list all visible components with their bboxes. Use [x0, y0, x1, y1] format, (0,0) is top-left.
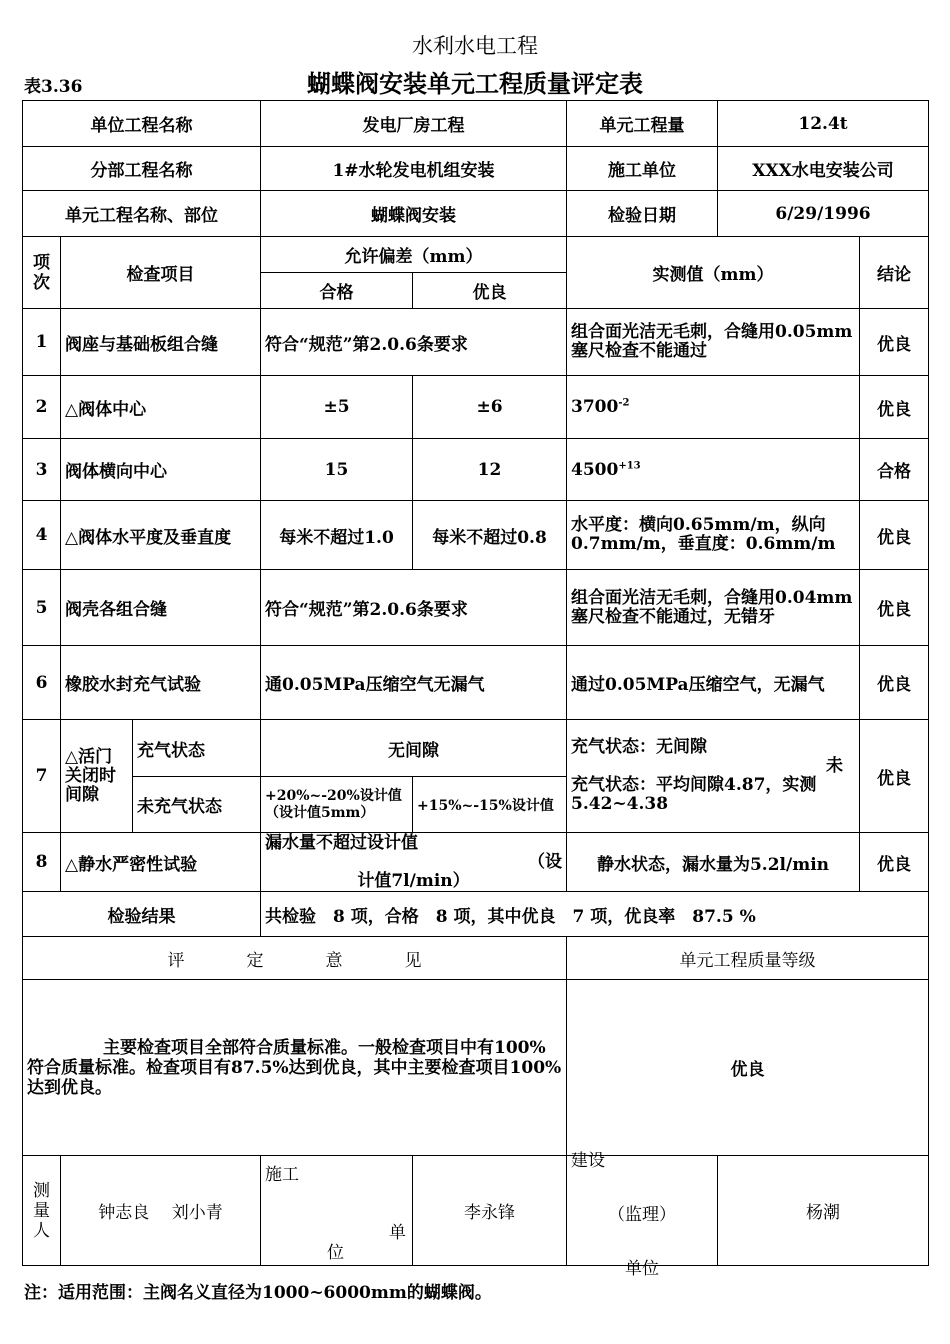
branch-project-value: 1#水轮发电机组安装: [261, 147, 567, 191]
footnote: 注：适用范围：主阀名义直径为1000~6000mm的蝴蝶阀。: [24, 1283, 492, 1303]
evaluation-row: [23, 980, 929, 1156]
row-result: 合格: [860, 439, 929, 501]
info-row-3: [23, 191, 929, 237]
supervisor-label-1: 建设: [571, 1151, 605, 1171]
row-no: 1: [23, 309, 61, 376]
row-good: 每米不超过0.8: [413, 501, 567, 570]
row-measured: 水平度：横向0.65mm/m，纵向0.7mm/m，垂直度：0.6mm/m: [567, 501, 860, 570]
row-measured: [567, 439, 860, 501]
surveyor-names: 钟志良 刘小青: [61, 1156, 261, 1266]
row-no: 8: [23, 833, 61, 892]
row-measured: [567, 376, 860, 439]
construction-label-2: 单: [389, 1223, 406, 1243]
row-measured: 静水状态，漏水量为5.2l/min: [567, 833, 860, 892]
conclusion-header: 结论: [860, 237, 929, 309]
table-row: [23, 501, 929, 570]
unit-project-value: 发电厂房工程: [261, 101, 567, 147]
row-measured: 组合面光洁无毛刺，合缝用0.04mm塞尺检查不能通过，无错牙: [567, 570, 860, 646]
row-result: 优良: [860, 501, 929, 570]
row-no: 2: [23, 376, 61, 439]
row-result: 优良: [860, 309, 929, 376]
standard-line-2: （设: [528, 851, 562, 872]
construction-unit-sign-label: [261, 1156, 413, 1266]
construction-label-1: 施工: [265, 1165, 299, 1185]
row-item: △阀体中心: [61, 376, 261, 439]
measured-header: 实测值（mm）: [567, 237, 860, 309]
summary-text: 共检验 8 项，合格 8 项，其中优良 7 项，优良率 87.5 %: [261, 892, 929, 937]
table-row: [23, 833, 929, 892]
opinion-label: 评定意见: [23, 937, 567, 980]
table-row: [23, 309, 929, 376]
row-pass: ±5: [261, 376, 413, 439]
row-result: 优良: [860, 376, 929, 439]
measured-base: 3700: [571, 397, 619, 417]
grade-value: 优良: [567, 980, 929, 1156]
row-standard: 符合“规范”第2.0.6条要求: [261, 570, 567, 646]
row-item: 阀壳各组合缝: [61, 570, 261, 646]
inspection-date-value: 6/29/1996: [718, 191, 929, 237]
row-no: 6: [23, 646, 61, 720]
row-item: 阀体横向中心: [61, 439, 261, 501]
summary-label: 检验结果: [23, 892, 261, 937]
branch-project-label: 分部工程名称: [23, 147, 261, 191]
column-header-row-1: [23, 237, 929, 273]
measured-sup: -2: [618, 397, 630, 409]
row-result: 优良: [860, 833, 929, 892]
row-sub1-standard: 无间隙: [261, 720, 567, 777]
item-no-header: 项次: [23, 237, 61, 309]
check-item-header: 检查项目: [61, 237, 261, 309]
standard-line-1: 漏水量不超过设计值: [265, 832, 418, 853]
surveyor-label: 测量人: [23, 1156, 61, 1266]
construction-unit-value: XXX水电安装公司: [718, 147, 929, 191]
grade-label: 单元工程质量等级: [567, 937, 929, 980]
row-standard: [261, 833, 567, 892]
row-item: △静水严密性试验: [61, 833, 261, 892]
measured-base: 4500: [571, 459, 619, 480]
signature-row: [23, 1156, 929, 1266]
table-row: [23, 439, 929, 501]
row-subitem-2: 未充气状态: [133, 777, 261, 833]
row-no: 5: [23, 570, 61, 646]
row-measured: 通过0.05MPa压缩空气，无漏气: [567, 646, 860, 720]
good-header: 优良: [413, 273, 567, 309]
supervisor-sign-label: [567, 1151, 718, 1279]
evaluation-header-row: [23, 937, 929, 980]
allowed-deviation-header: 允许偏差（mm）: [261, 237, 567, 273]
supervisor-person: 杨潮: [718, 1156, 929, 1266]
standard-line-3: 计值7l/min）: [357, 870, 470, 891]
measured-line-2a: 未: [826, 756, 843, 776]
table-row: [23, 646, 929, 720]
row-item: 阀座与基础板组合缝: [61, 309, 261, 376]
row-sub2-good: +15%~-15%设计值: [413, 777, 567, 833]
page-title: 蝴蝶阀安装单元工程质量评定表: [307, 69, 643, 98]
row-no: 7: [23, 720, 61, 833]
row-no: 4: [23, 501, 61, 570]
row-pass: 每米不超过1.0: [261, 501, 413, 570]
row-standard: 符合“规范”第2.0.6条要求: [261, 309, 567, 376]
opinion-text: 主要检查项目全部符合质量标准。一般检查项目中有100%符合质量标准。检查项目有87.5%达到优良，其中主要检查项目100%达到优良。: [23, 980, 567, 1156]
table-number: 表3.36: [24, 77, 83, 97]
unit-quantity-value: 12.4t: [718, 101, 929, 147]
row-good: 12: [413, 439, 567, 501]
measured-sup: +13: [618, 459, 641, 471]
table-row: [23, 570, 929, 646]
supervisor-label-3: 单位: [625, 1259, 659, 1279]
info-row-1: [23, 101, 929, 147]
header-top-title: 水利水电工程: [412, 34, 538, 58]
construction-person: 李永锋: [413, 1156, 567, 1266]
row-pass: 15: [261, 439, 413, 501]
unit-quantity-label: 单元工程量: [567, 101, 718, 147]
row-measured: [567, 720, 860, 833]
row-no: 3: [23, 439, 61, 501]
row-result: 优良: [860, 570, 929, 646]
element-name-value: 蝴蝶阀安装: [261, 191, 567, 237]
measured-line-2b: 充气状态：平均间隙4.87，实测5.42~4.38: [571, 775, 817, 814]
row-subitem-1: 充气状态: [133, 720, 261, 777]
info-row-2: [23, 147, 929, 191]
table-row: [23, 376, 929, 439]
row-result: 优良: [860, 720, 929, 833]
row-result: 优良: [860, 646, 929, 720]
row-sub2-pass: +20%~-20%设计值（设计值5mm）: [261, 777, 413, 833]
table-row: [23, 720, 929, 777]
row-item: △阀体水平度及垂直度: [61, 501, 261, 570]
summary-row: [23, 892, 929, 937]
element-name-label: 单元工程名称、部位: [23, 191, 261, 237]
row-item: 橡胶水封充气试验: [61, 646, 261, 720]
construction-label-3: 位: [327, 1243, 344, 1263]
row-standard: 通0.05MPa压缩空气无漏气: [261, 646, 567, 720]
inspection-date-label: 检验日期: [567, 191, 718, 237]
supervisor-label-2: （监理）: [608, 1205, 676, 1225]
row-measured: 组合面光洁无毛刺，合缝用0.05mm塞尺检查不能通过: [567, 309, 860, 376]
pass-header: 合格: [261, 273, 413, 309]
row-good: ±6: [413, 376, 567, 439]
construction-unit-label: 施工单位: [567, 147, 718, 191]
row-item: △活门关闭时间隙: [61, 720, 133, 833]
quality-evaluation-table: [22, 100, 929, 1279]
unit-project-label: 单位工程名称: [23, 101, 261, 147]
measured-line-1: 充气状态：无间隙: [571, 737, 707, 757]
